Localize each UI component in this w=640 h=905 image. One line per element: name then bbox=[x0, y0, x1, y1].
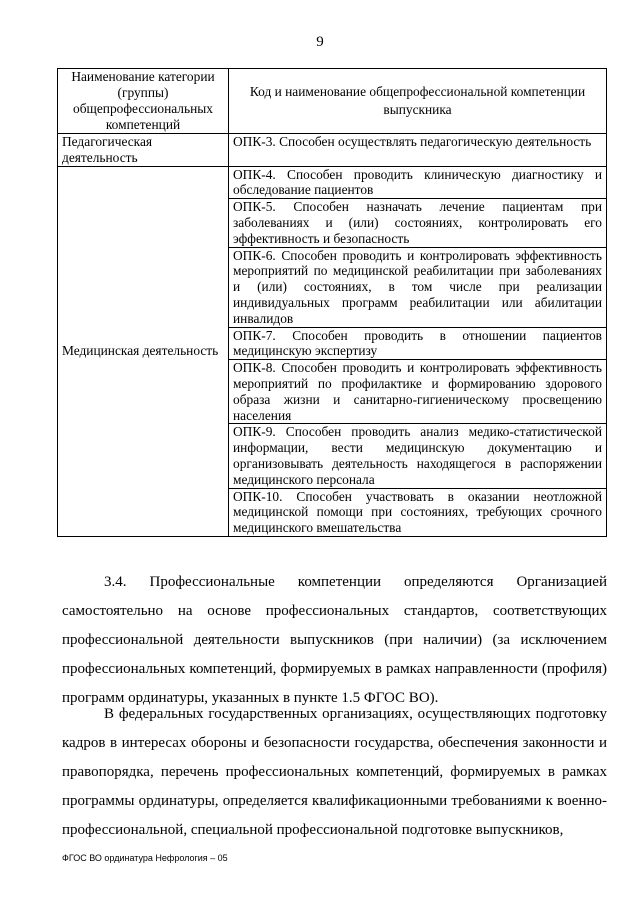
competence-opk3: ОПК-3. Способен осуществлять педагогическую деятельность bbox=[229, 134, 607, 167]
competence-opk5: ОПК-5. Способен назначать лечение пациентам при заболеваниях и (или) состояниях, контролировать его эффективность и безопасность bbox=[229, 199, 607, 247]
table-row bbox=[58, 134, 607, 167]
page-number: 9 bbox=[316, 34, 324, 50]
table-row bbox=[58, 166, 607, 199]
competence-opk9: ОПК-9. Способен проводить анализ медико-статистической информации, вести медицинскую документацию и организовывать деятельность находящегося в распоряжении медицинского персонала bbox=[229, 424, 607, 488]
competence-opk8: ОПК-8. Способен проводить и контролировать эффективность мероприятий по профилактике и формированию здорового образа жизни и санитарно-гигиеническому просвещению населения bbox=[229, 360, 607, 424]
competence-opk7: ОПК-7. Способен проводить в отношении пациентов медицинскую экспертизу bbox=[229, 327, 607, 360]
category-medical: Медицинская деятельность bbox=[58, 166, 229, 536]
paragraph-federal-organizations: В федеральных государственных организациях, осуществляющих подготовку кадров в интересах обороны и безопасности государства, обеспечения законности и правопорядка, перечень профессиональных компетенций, формируемых в рамках программы ординатуры, определяется квалификационными требованиями к военно-профессиональной, специальной профессиональной подготовке выпускников, bbox=[62, 706, 607, 838]
competence-opk6: ОПК-6. Способен проводить и контролировать эффективность мероприятий по медицинской реабилитации при заболеваниях и (или) состояниях, в том числе при реализации индивидуальных программ реабилитации или абилитации инвалидов bbox=[229, 247, 607, 327]
footer: ФГОС ВО ординатура Нефрология – 05 bbox=[62, 853, 228, 863]
table-header-row bbox=[58, 69, 607, 134]
header-competence: Код и наименование общепрофессиональной компетенции выпускника bbox=[229, 69, 607, 134]
competence-opk10: ОПК-10. Способен участвовать в оказании неотложной медицинской помощи при состояниях, требующих срочного медицинского вмешательства bbox=[229, 488, 607, 536]
competence-opk4: ОПК-4. Способен проводить клиническую диагностику и обследование пациентов bbox=[229, 166, 607, 199]
competence-table bbox=[57, 68, 607, 537]
paragraph-3-4: 3.4. Профессиональные компетенции определяются Организацией самостоятельно на основе профессиональных стандартов, соответствующих профессиональной деятельности выпускников (при наличии) (за исключением профессиональных компетенций, формируемых в рамках направленности (профиля) программ ординатуры, указанных в пункте 1.5 ФГОС ВО). bbox=[62, 574, 607, 706]
category-pedagogical: Педагогическая деятельность bbox=[58, 134, 229, 167]
header-category: Наименование категории (группы) общепрофессиональных компетенций bbox=[58, 69, 229, 134]
